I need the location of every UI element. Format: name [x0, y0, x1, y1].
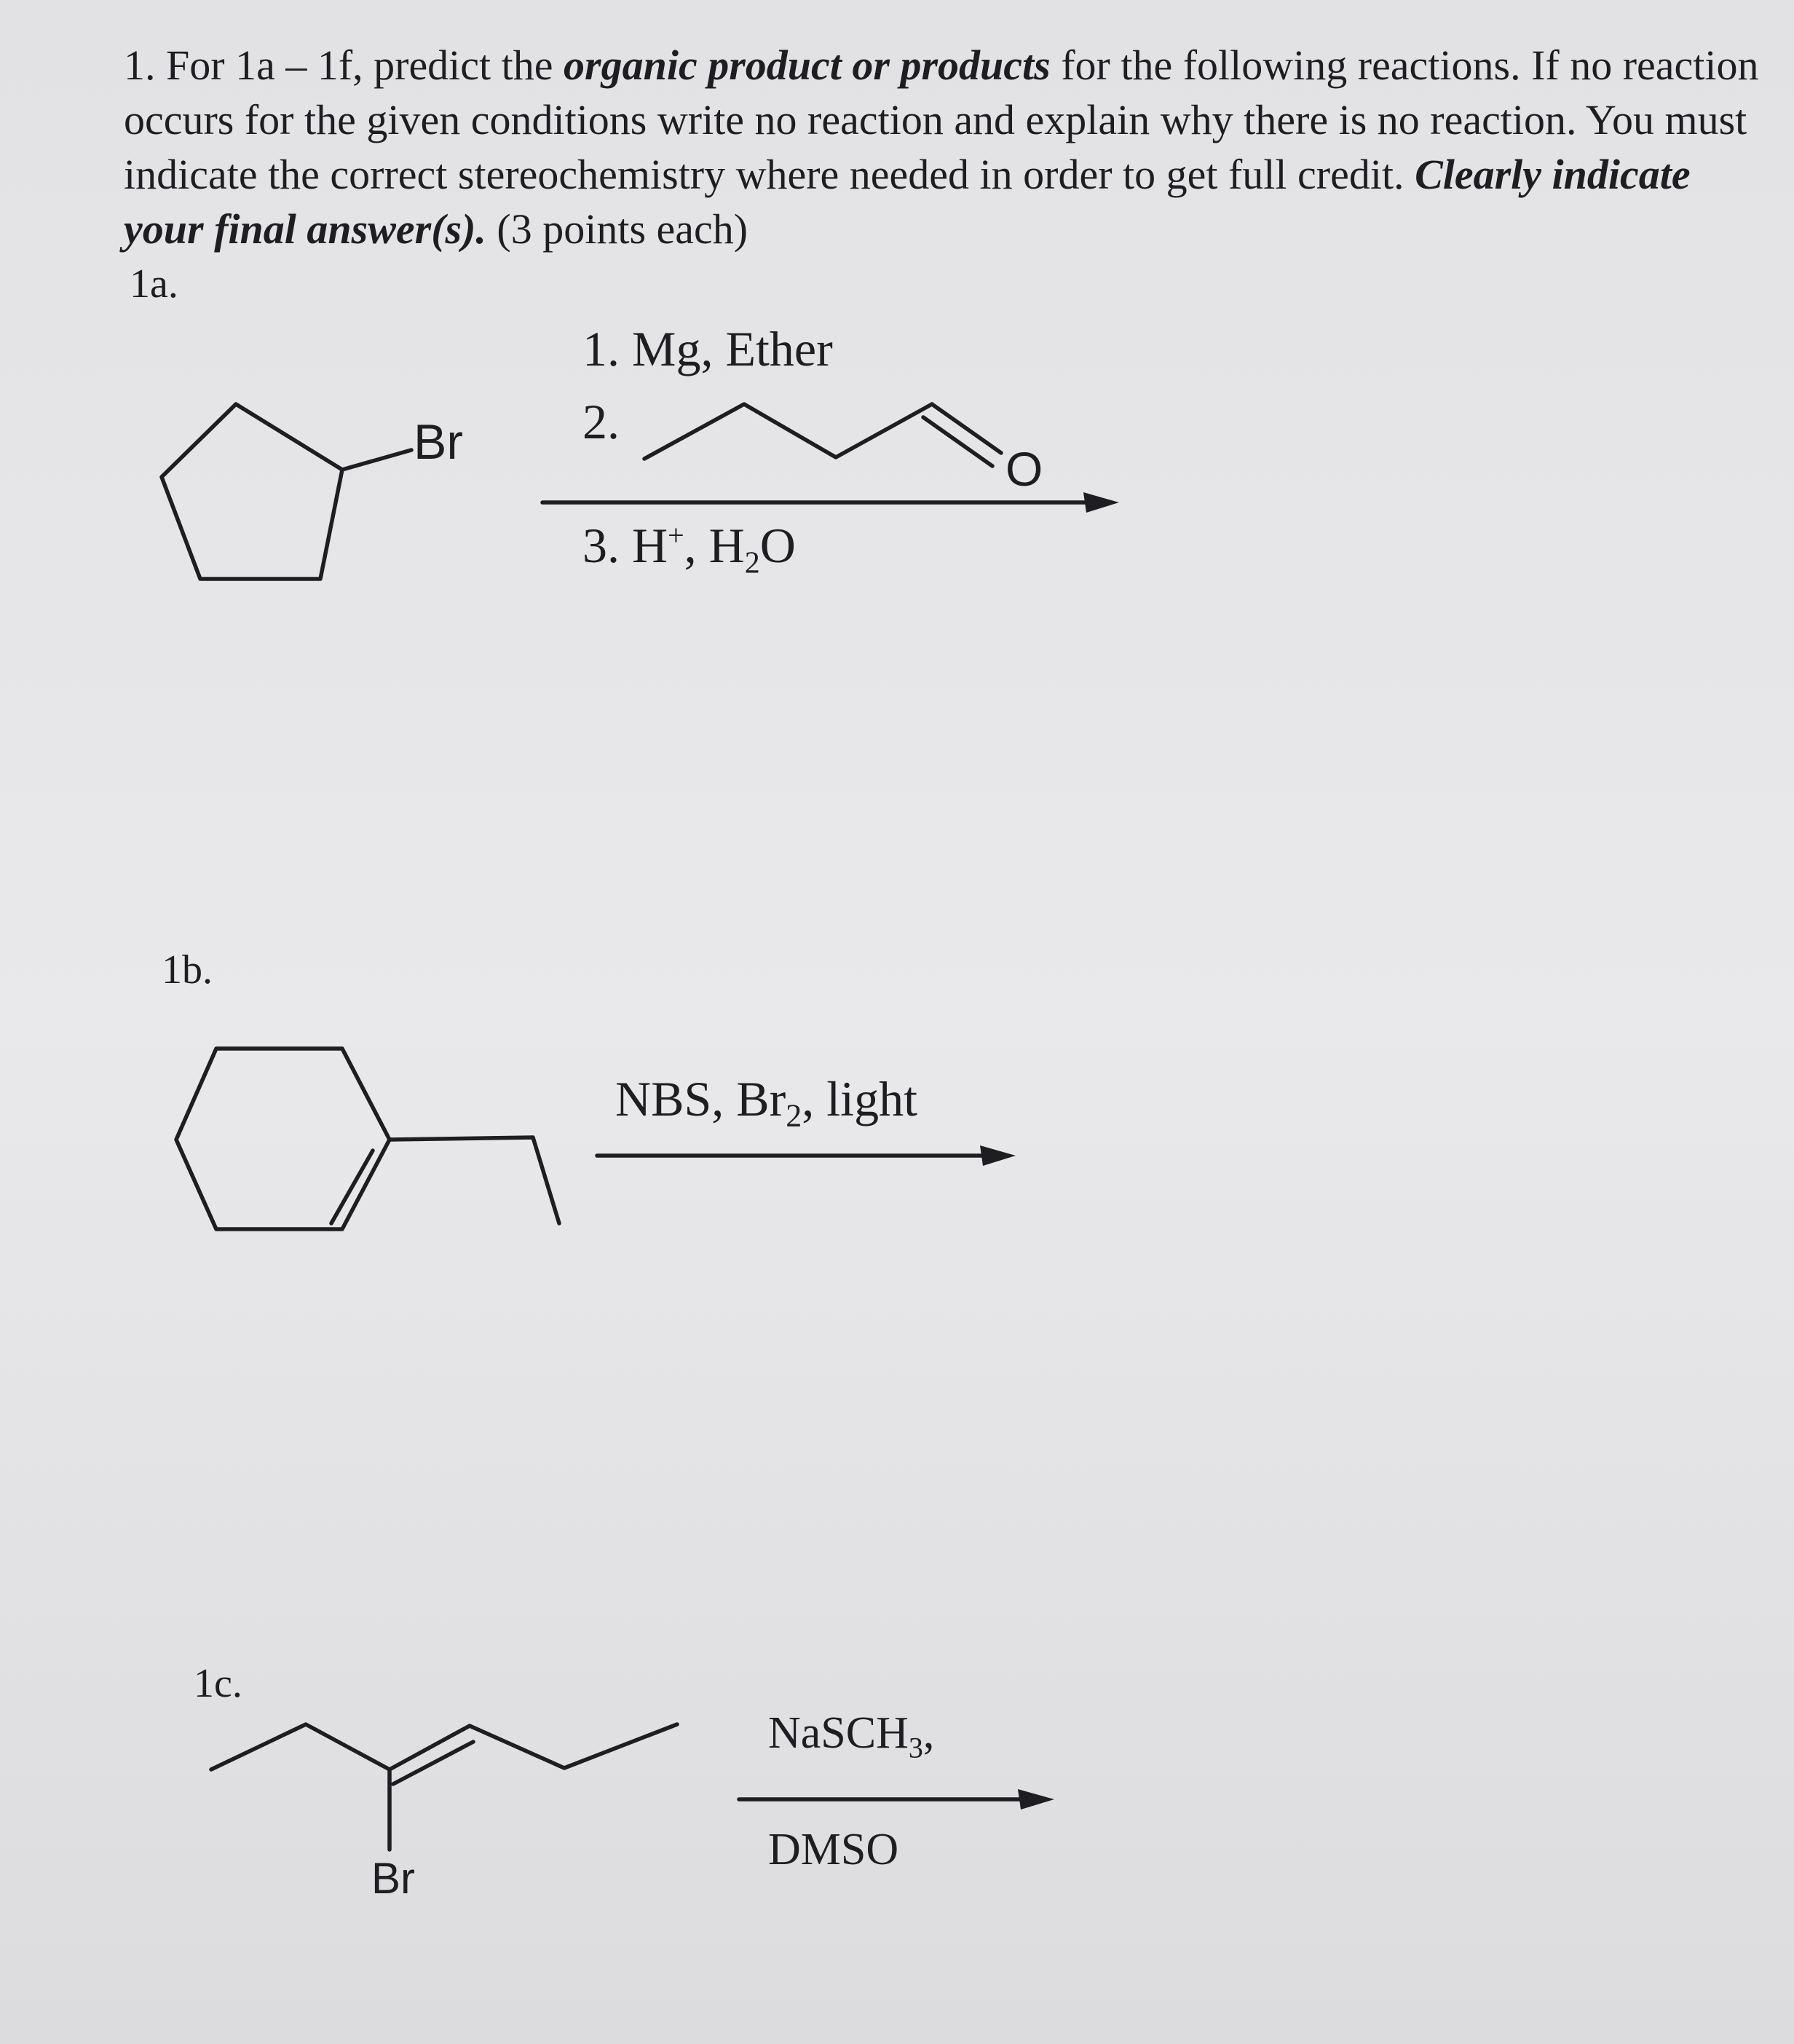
c-br-bond-1a — [342, 450, 411, 470]
reagent-1a-step2: 2. — [582, 394, 620, 449]
reagent-1c-below: DMSO — [768, 1825, 899, 1874]
reagent-1c-prefix: NaSCH — [768, 1708, 909, 1758]
bromine-atom-1a: Br — [414, 414, 463, 470]
reagent-1b-subscript: 2 — [786, 1097, 802, 1134]
bromine-atom-1c: Br — [371, 1854, 415, 1903]
step3-mid: , H — [684, 518, 745, 573]
cyclohexene-ring — [176, 1049, 390, 1229]
step3-subscript: 2 — [744, 546, 760, 580]
problem-1c-label: 1c. — [194, 1661, 242, 1706]
butanal-chain — [644, 404, 932, 459]
intro-emphasis-products: organic product or products — [564, 42, 1051, 89]
intro-text-3: (3 points each) — [486, 205, 748, 253]
intro-text-2: for the following reactions. If no reaction occurs for the given conditions write no reaction and explain why there is no reaction. You must indicate the correct stereochemistry where needed in order to get full credit. — [124, 42, 1759, 198]
arrowhead-1c — [1018, 1789, 1054, 1810]
oxygen-atom: O — [1005, 442, 1043, 496]
reagent-1b-suffix: , light — [802, 1071, 917, 1126]
arrowhead-1b — [980, 1145, 1016, 1166]
reagent-1c-above — [768, 1708, 934, 1764]
problem-1a-label: 1a. — [130, 261, 178, 307]
intro-emphasis-final-answer: Clearly indicate your final answer(s). — [124, 151, 1691, 253]
step3-suffix: O — [759, 518, 796, 573]
reagent-1b — [615, 1070, 917, 1135]
ethyl-chain — [390, 1137, 559, 1223]
step3-superscript: + — [668, 518, 684, 552]
arrowhead-1a — [1083, 492, 1119, 513]
intro-text-1: 1. For 1a – 1f, predict the — [124, 42, 564, 89]
cyclopentane-ring — [162, 404, 342, 579]
alkene-chain — [211, 1724, 677, 1769]
step3-prefix: 3. H — [582, 518, 668, 573]
reagent-1a-step3 — [582, 517, 796, 581]
reagent-1c-suffix: , — [922, 1708, 935, 1758]
reagent-1b-prefix: NBS, Br — [615, 1071, 786, 1126]
problem-1b-label: 1b. — [162, 947, 213, 993]
reagent-1a-step1: 1. Mg, Ether — [582, 321, 833, 376]
reagent-1c-subscript: 3 — [908, 1731, 923, 1764]
